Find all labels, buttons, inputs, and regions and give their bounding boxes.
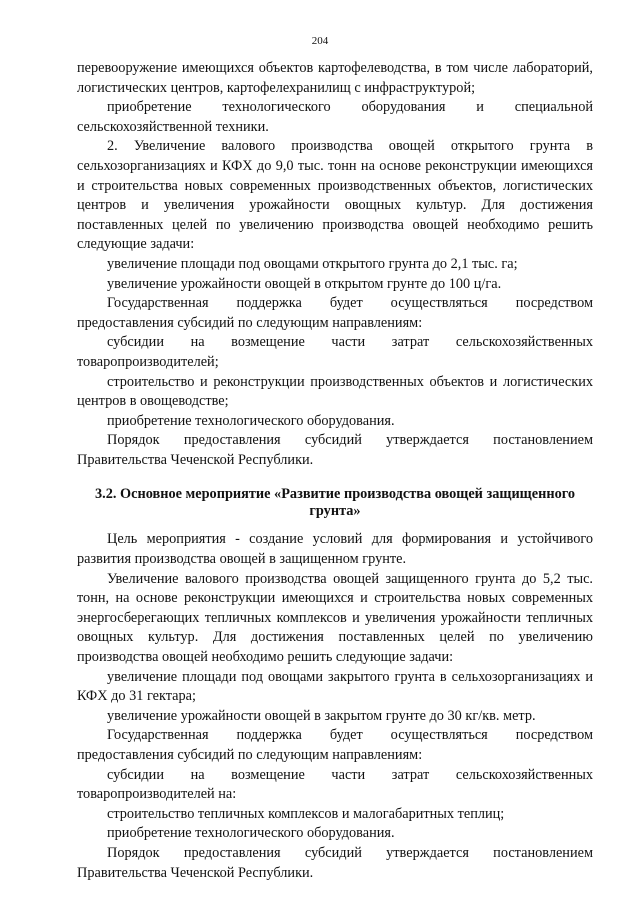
paragraph: Государственная поддержка будет осуществляться посредством предоставления субсидий по следующим направлениям: (77, 295, 593, 331)
paragraph: увеличение площади под овощами открытого грунта до 2,1 тыс. га; (107, 255, 518, 272)
paragraph: приобретение технологического оборудования. (107, 412, 395, 429)
paragraph: приобретение технологического оборудования. (107, 825, 395, 842)
paragraph: Цель мероприятия - создание условий для формирования и устойчивого развития производства овощей в защищенном грунте. (77, 531, 593, 568)
paragraph: Порядок предоставления субсидий утверждается постановлением Правительства Чеченской Республики. (77, 432, 593, 468)
paragraph: Порядок предоставления субсидий утверждается постановлением Правительства Чеченской Республики. (77, 844, 593, 881)
paragraph: 2. Увеличение валового производства овощей открытого грунта в сельхозорганизациях и КФХ до 9,0 тыс. тонн на основе реконструкции имеющихся и строительства новых современных производственных объектов, логистических центров и увеличения урожайности овощных культур. Для достижения поставленных целей по увеличению производства овощей необходимо решить следующие задачи: (77, 138, 593, 253)
paragraph: субсидии на возмещение части затрат сельскохозяйственных товаропроизводителей на: (77, 766, 593, 803)
section-heading: 3.2. Основное мероприятие «Развитие производства овощей защищенного грунта» (94, 486, 576, 520)
paragraph: увеличение площади под овощами закрытого грунта в сельхозорганизациях и КФХ до 31 гектара; (77, 668, 593, 705)
paragraph: Государственная поддержка будет осуществляться посредством предоставления субсидий по следующим направлениям: (77, 727, 593, 763)
paragraph: перевооружение имеющихся объектов картофелеводства, в том числе лабораторий, логистических центров, картофелехранилищ с инфраструктурой; (77, 60, 593, 96)
paragraph: Увеличение валового производства овощей защищенного грунта до 5,2 тыс. тонн, на основе реконструкции имеющихся и строительства новых современных энергосберегающих тепличных комплексов и увеличения урожайности тепличных овощных культур. Для достижения поставленных целей по увеличению производства овощей необходимо решить следующие задачи: (77, 570, 593, 666)
page-number: 204 (311, 35, 329, 47)
paragraph: увеличение урожайности овощей в закрытом грунте до 30 кг/кв. метр. (107, 707, 536, 724)
document-body (77, 59, 593, 883)
paragraph: субсидии на возмещение части затрат сельскохозяйственных товаропроизводителей; (77, 334, 593, 370)
paragraph: увеличение урожайности овощей в открытом грунте до 100 ц/га. (107, 275, 502, 292)
paragraph: строительство тепличных комплексов и малогабаритных теплиц; (107, 805, 505, 822)
paragraph: строительство и реконструкции производственных объектов и логистических центров в овощеводстве; (77, 373, 593, 410)
paragraph: приобретение технологического оборудования и специальной сельскохозяйственной техники. (77, 99, 593, 135)
